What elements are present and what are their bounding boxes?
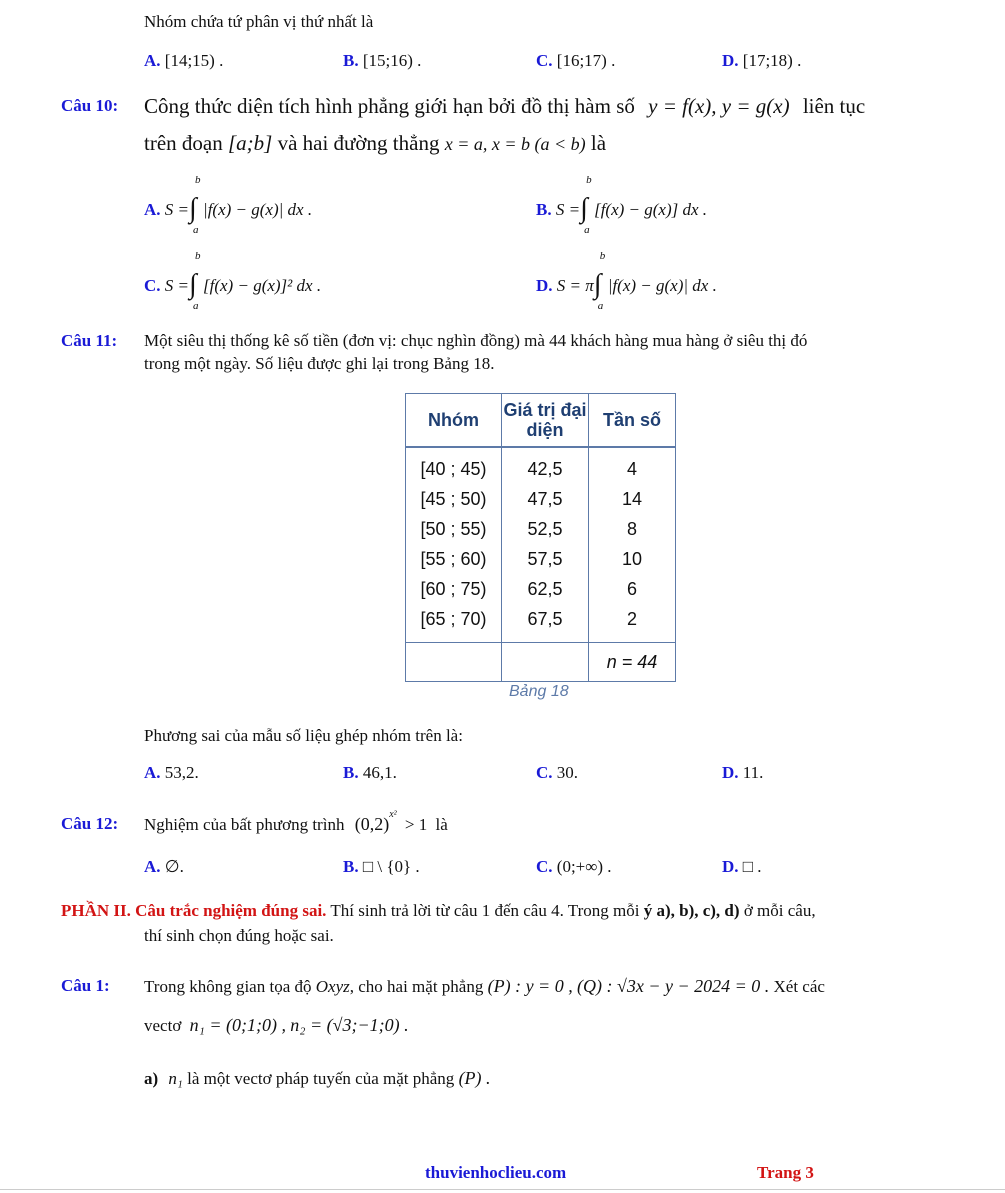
footer-site-link[interactable]: thuvienhoclieu.com bbox=[425, 1163, 567, 1182]
q1-sub-a: a) n₁ là một vectơ pháp tuyến của mặt phẳng (P) . bbox=[144, 1068, 491, 1088]
table-header: Tần số bbox=[589, 394, 676, 448]
q11-option-b: B. 46,1. bbox=[343, 763, 397, 782]
table-header: Giá trị đại diện bbox=[502, 394, 589, 448]
q11-line1: Một siêu thị thống kê số tiền (đơn vị: chục nghìn đồng) mà 44 khách hàng mua hàng ở siêu thị đó bbox=[144, 331, 808, 350]
table-total-row: n = 44 bbox=[406, 643, 676, 682]
q9-option-b: B. [15;16) . bbox=[343, 51, 422, 70]
q11-option-a: A. 53,2. bbox=[144, 763, 199, 782]
q1-line1: Trong không gian tọa độ Oxyz, cho hai mặt phẳng (P) : y = 0 , (Q) : √3x − y − 2024 = 0 . Xét các bbox=[144, 976, 825, 996]
q9-option-c: C. [16;17) . bbox=[536, 51, 616, 70]
integral-sign: ∫ b a bbox=[189, 174, 201, 236]
q10-line2: trên đoạn [a;b] và hai đường thẳng x = a, x = b (a < b) là bbox=[144, 131, 607, 155]
part2-line2: thí sinh chọn đúng hoặc sai. bbox=[144, 926, 334, 945]
table-caption: Bảng 18 bbox=[509, 683, 569, 700]
table-row: [45 ; 50) 47,5 14 bbox=[406, 484, 676, 514]
integral-sign: ∫ b a bbox=[580, 174, 592, 236]
table-row: [40 ; 45) 42,5 4 bbox=[406, 447, 676, 484]
q10-option-c: C. S = ∫ b a [f(x) − g(x)]² dx . bbox=[144, 250, 322, 312]
q9-option-d: D. [17;18) . bbox=[722, 51, 802, 70]
q12-option-b: B. □ \ {0} . bbox=[343, 857, 420, 876]
q12-prompt: Nghiệm của bất phương trình $(0,2)^{x^2} > 1$ là bbox=[144, 809, 448, 834]
q12-label: Câu 12: bbox=[61, 814, 119, 833]
q9-option-a: A. [14;15) . bbox=[144, 51, 224, 70]
q9-prompt: Nhóm chứa tứ phân vị thứ nhất là bbox=[144, 12, 374, 31]
q10-option-d: D. S = π ∫ b a |f(x) − g(x)| dx . bbox=[536, 250, 717, 312]
q11-option-c: C. 30. bbox=[536, 763, 579, 782]
page-number: Trang 3 bbox=[757, 1163, 814, 1182]
table-row: [55 ; 60) 57,5 10 bbox=[406, 544, 676, 574]
q12-option-c: C. (0;+∞) . bbox=[536, 857, 612, 876]
q11-line2: trong một ngày. Số liệu được ghi lại trong Bảng 18. bbox=[144, 354, 495, 373]
integral-sign: ∫ b a bbox=[189, 250, 201, 312]
q10-line1: Công thức diện tích hình phẳng giới hạn bởi đồ thị hàm số y = f(x), y = g(x) liên tục bbox=[144, 94, 866, 118]
q11-prompt: Phương sai của mẫu số liệu ghép nhóm trên là: bbox=[144, 726, 463, 745]
q10-option-b: B. S = ∫ b a [f(x) − g(x)] dx . bbox=[536, 174, 708, 236]
q12-option-d: D. □ . bbox=[722, 857, 762, 876]
table-row: [60 ; 75) 62,5 6 bbox=[406, 574, 676, 604]
table-header: Nhóm bbox=[406, 394, 502, 448]
part2-header: PHẦN II. Câu trắc nghiệm đúng sai. Thí sinh trả lời từ câu 1 đến câu 4. Trong mỗi ý a), b), c), d) ở mỗi câu, bbox=[61, 901, 816, 920]
data-table-bang-18 bbox=[405, 393, 676, 682]
q10-option-a: A. S = ∫ b a |f(x) − g(x)| dx . bbox=[144, 174, 313, 236]
q11-option-d: D. 11. bbox=[722, 763, 764, 782]
table-row: [50 ; 55) 52,5 8 bbox=[406, 514, 676, 544]
integral-sign: ∫ b a bbox=[593, 250, 606, 312]
q11-label: Câu 11: bbox=[61, 331, 118, 350]
q10-label: Câu 10: bbox=[61, 96, 119, 115]
q12-option-a: A. ∅. bbox=[144, 857, 184, 876]
table-row: [65 ; 70) 67,5 2 bbox=[406, 604, 676, 643]
footer-divider bbox=[0, 1189, 1005, 1190]
q1-line2: vectơ n₁ = (0;1;0) , n₂ = (√3;−1;0) . bbox=[144, 1015, 409, 1035]
q1-label: Câu 1: bbox=[61, 976, 110, 995]
